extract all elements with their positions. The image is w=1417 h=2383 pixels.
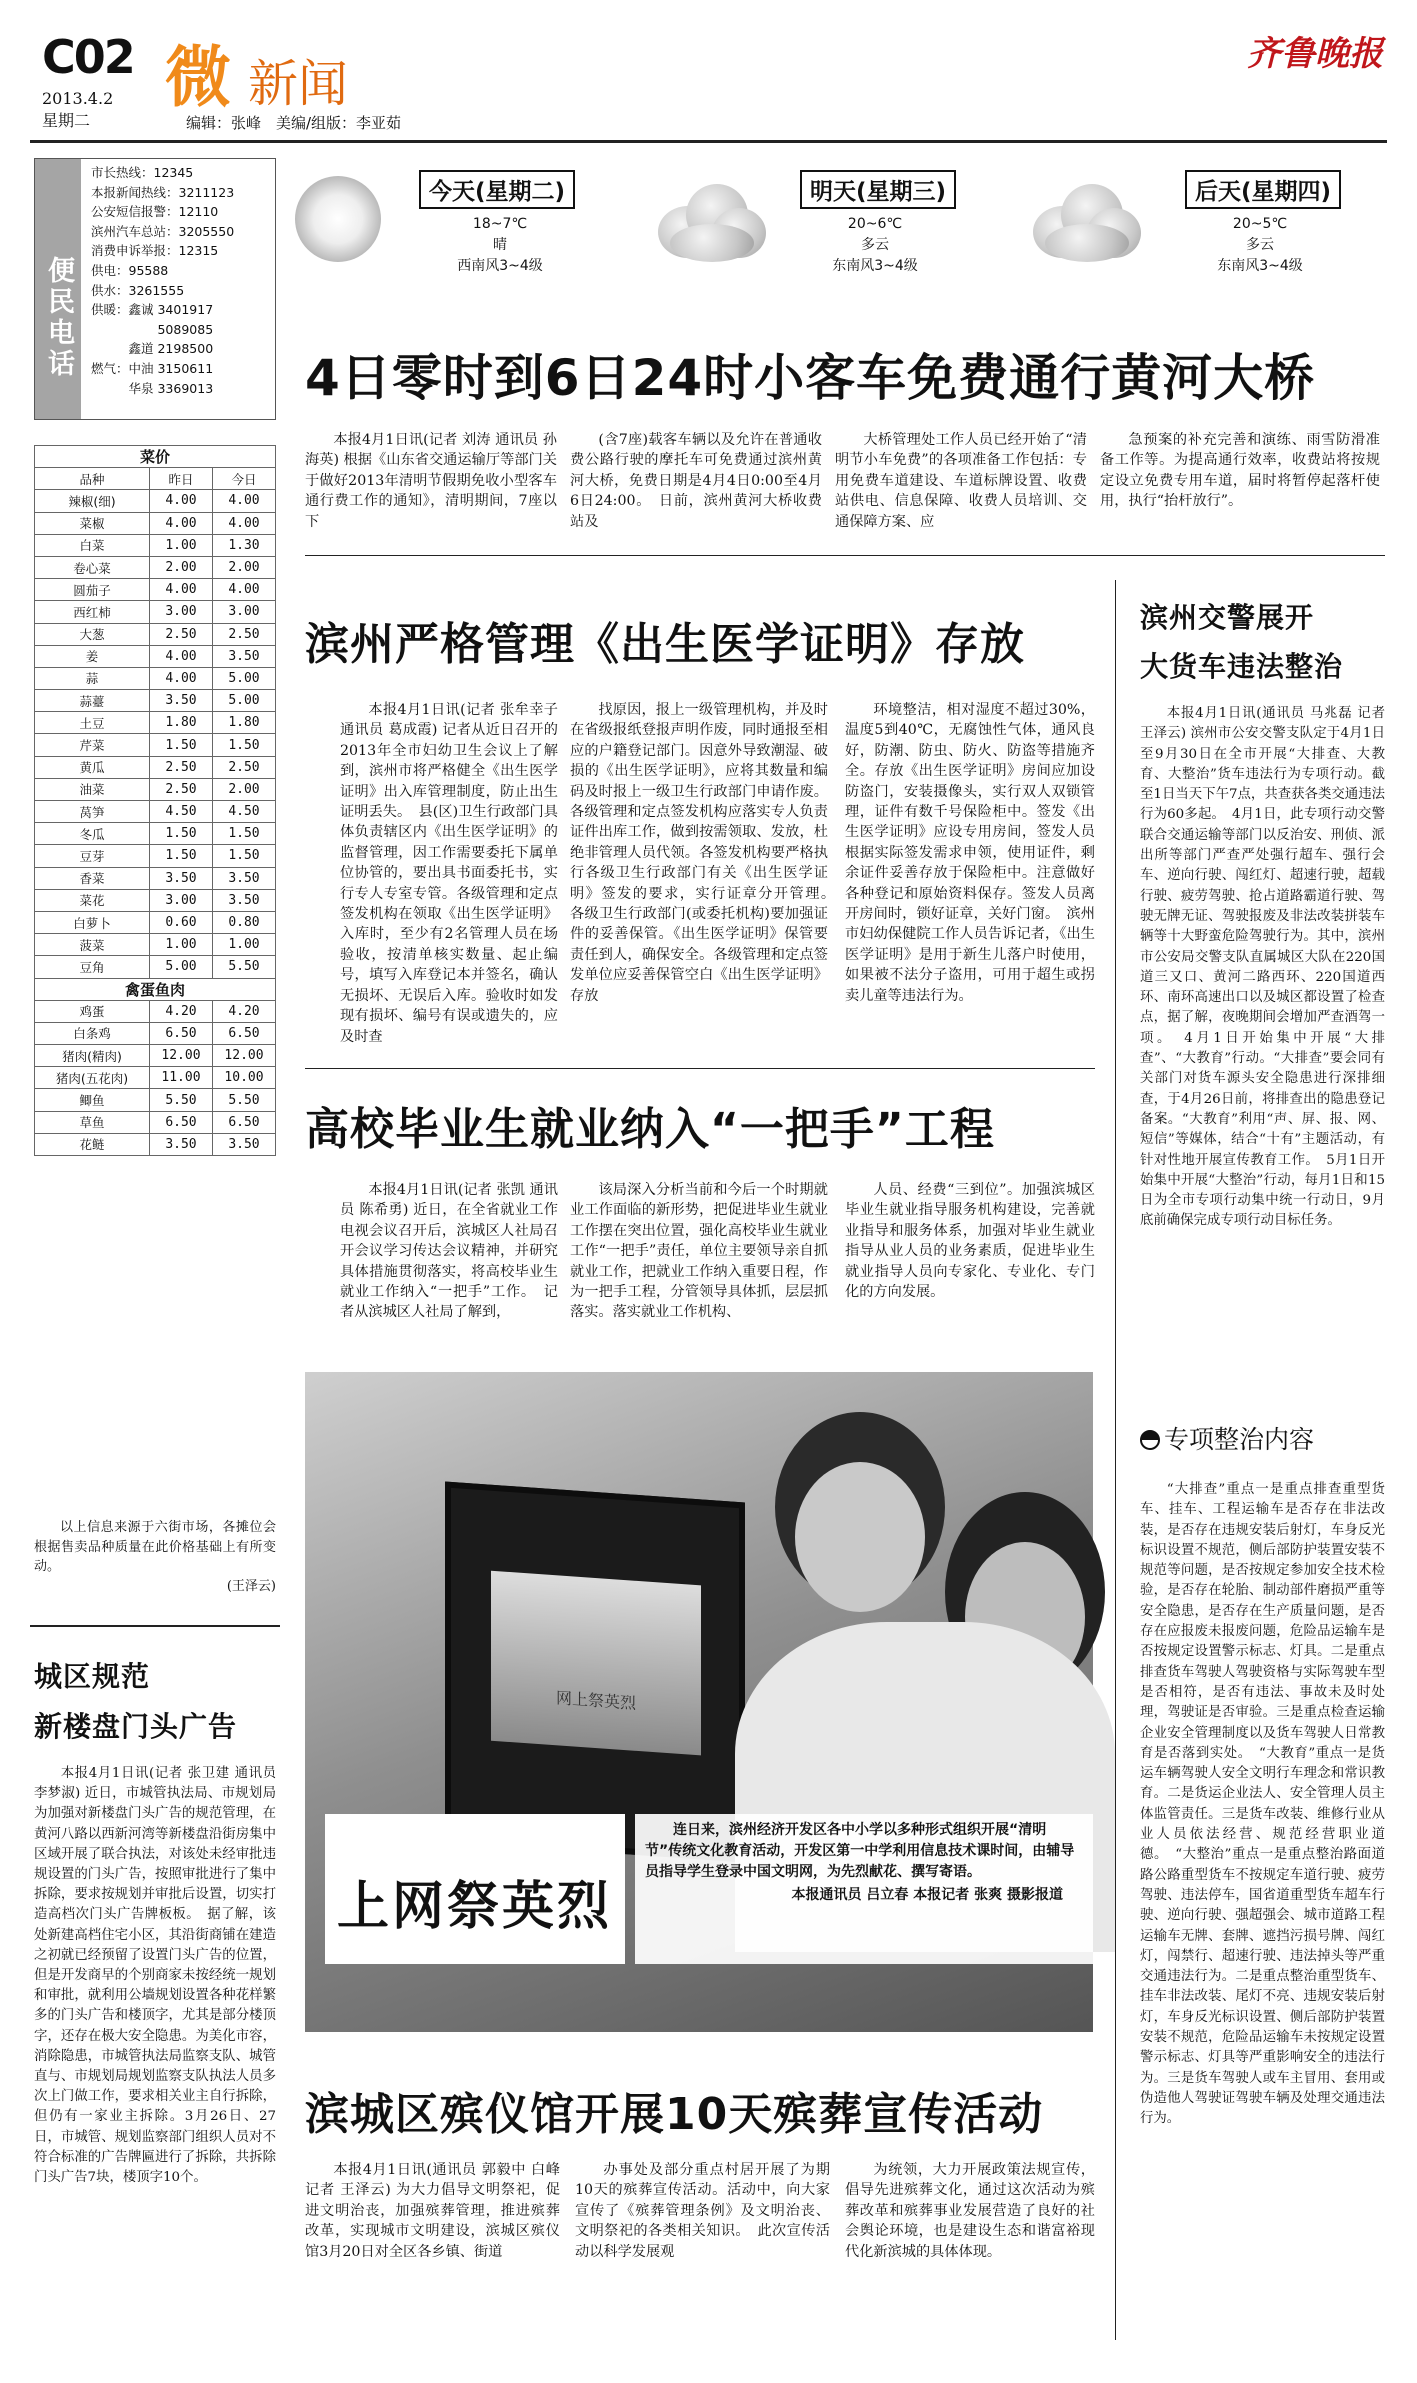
masthead-rule [30,140,1387,143]
monitor-shape [445,1482,745,1863]
price-cell: 6.50 [149,1022,212,1044]
price-cell: 2.00 [149,556,212,578]
weather-day: 后天(星期四) [1185,170,1341,209]
meat-title-row [35,978,276,1000]
left-headline-1: 城区规范 [34,1660,151,1693]
price-cell: 1.80 [149,712,212,734]
price-cell: 莴笋 [35,801,150,823]
price-row [35,756,276,778]
price-row [35,734,276,756]
price-cell: 3.50 [149,690,212,712]
sidebar-subhead-text: 专项整治内容 [1164,1425,1315,1454]
price-cell: 姜 [35,645,150,667]
price-row [35,889,276,911]
price-cell: 花鲢 [35,1133,150,1155]
price-table [34,445,276,1156]
price-cell: 1.50 [212,734,275,756]
price-title-row [35,446,276,468]
photo-credit: 本报通讯员 吕立春 本报记者 张爽 摄影报道 [791,1887,1063,1903]
price-cell: 3.50 [212,645,275,667]
headline-graduates: 高校毕业生就业纳入“一把手”工程 [305,1104,995,1155]
hotline-list [91,163,234,398]
price-cell: 菜花 [35,889,150,911]
price-cell: 2.00 [212,778,275,800]
news-photo [305,1372,1093,2032]
price-cell: 2.50 [149,623,212,645]
bullet-icon [1140,1430,1160,1450]
hotline-line: 5089085 [91,321,214,337]
price-cell: 白萝卜 [35,911,150,933]
article-funeral-col2: 办事处及部分重点村居开展了为期10天的殡葬宣传活动。活动中，向大家宣传了《殡葬管理条例》及文明治丧、文明祭祀的各类相关知识。 此次宣传活动以科学发展观 [575,2162,830,2260]
price-cell: 0.80 [212,911,275,933]
price-row [35,911,276,933]
price-row [35,690,276,712]
price-row [35,601,276,623]
section-name: 新闻 [248,55,348,113]
price-cell: 3.50 [212,889,275,911]
price-cell: 蒜 [35,667,150,689]
price-cell: 3.50 [212,1133,275,1155]
price-cell: 1.50 [212,845,275,867]
meat-row [35,1000,276,1022]
hotline-line: 燃气：中油 3150611 [91,360,214,376]
photo-title-box [325,1814,625,1964]
hotline-line: 供暖：鑫诚 3401917 [91,302,214,318]
price-header-row [35,468,276,490]
left-headline-2: 新楼盘门头广告 [34,1710,238,1743]
page-date [42,88,113,132]
hotline-line: 供电：95588 [91,262,169,278]
price-cell: 黄瓜 [35,756,150,778]
weather-today [285,158,640,278]
price-row [35,534,276,556]
date-text: 2013.4.2 [42,89,114,108]
price-cell: 禽蛋鱼肉 [35,978,276,1000]
headline-funeral: 滨城区殡仪馆开展10天殡葬宣传活动 [305,2089,1044,2140]
hotline-line: 公安短信报警：12110 [91,204,219,220]
price-cell: 10.00 [212,1067,275,1089]
price-cell: 4.50 [149,801,212,823]
price-note [34,1518,276,1614]
price-cell: 1.30 [212,534,275,556]
price-cell: 1.50 [149,734,212,756]
price-row [35,645,276,667]
price-cell: 1.50 [149,823,212,845]
price-row [35,956,276,978]
page-number: C02 [42,30,134,84]
divider [30,1625,280,1627]
sidebar-subhead [1140,1420,1314,1456]
hotline-line: 本报新闻热线：3211123 [91,184,235,200]
article-grad-col2: 该局深入分析当前和今后一个时期就业工作面临的新形势，把促进毕业生就业工作摆在突出位置，强化高校毕业生就业工作“一把手”责任，单位主要领导亲自抓就业工作，把就业工作纳入重要日程，作为一把手工程，分管领导具体抓，层层抓落实。落实就业工作机构、 [570,1182,828,1321]
meat-row [35,1089,276,1111]
price-cell: 鸡蛋 [35,1000,150,1022]
meat-row [35,1111,276,1133]
sidebar-sub-article: “大排查”重点一是重点排查重型货车、挂车、工程运输车是否存在非法改装，是否存在违规安装后射灯，车身反光标识设置不规范，侧后部防护装置安装不规范等问题，是否按规定参加安全技术检验，是否存在轮胎、制动部件磨损严重等安全隐患，是否存在生产质量问题，是否存在应报废未报废问题，危险品运输车是否按规定设置警示标志、灯具。二是重点排查货车驾驶人驾驶资格与实际驾驶车型是否相符，是否有违法、事故未及时处理，驾驶证是否审验。三是重点检查运输企业安全管理制度以及货车驾驶人日常教育是否落到实处。 “大教育”重点一是货运车辆驾驶人安全文明行车理念和常识教育。二是货运企业法人、安全管理人员主体监管责任。三是货车改装、维修行业从业人员依法经营、规范经营职业道德。 “大整治”重点一是重点整治路面道路公路重型货车不按规定车道行驶、疲劳驾驶、违法停车，国省道重型货车超车行驶、逆向行驶、强超强会、城市道路工程运输车无牌、套牌、遮挡污损号牌、闯红灯，闯禁行、超速行驶、违法掉头等严重交通违法行为。二是重点整治重型货车、挂车非法改装、尾灯不亮、违规安装后射灯，车身反光标识设置、侧后部防护装置安装不规范，危险品运输车未按规定设置警示标志、灯具等严重影响安全的违法行为。三是货车驾驶人或车主冒用、套用或伪造他人驾驶证驾驶车辆及处理交通违法行为。 [1140,1482,1385,2127]
price-cell: 3.00 [212,601,275,623]
article-birth-col1: 本报4月1日讯(记者 张牟幸子 通讯员 葛成霞) 记者从近日召开的2013年全市妇幼卫生会议上了解到，滨州市将严格健全《出生医学证明》出入库管理制度，防止出生证明丢失。 县(区)卫生行政部门具体负责辖区内《出生医学证明》的监督管理，因工作需要委托下属单位协管的，要出具书面委托书，实行专人专室专管。各级管理和定点签发机构在领取《出生医学证明》入库时，至少有2名管理人员在场验收，按清单核实数量、起止编号，填写入库登记本并签名，确认无损坏、无误后入库。验收时如发现有损坏、编号有误或遗失的，应及时查 [340,702,558,1045]
price-cell: 芹菜 [35,734,150,756]
weather-tomorrow [650,158,1005,278]
article-bridge-col2: (含7座)载客车辆以及允许在普通收费公路行驶的摩托车可免费通过滨州黄河大桥，免费日期是4月4日0:00至4月6日24:00。 日前，滨州黄河大桥收费站及 [570,432,822,530]
price-cell: 11.00 [149,1067,212,1089]
photo-caption: 连日来，滨州经济开发区各中小学以多种形式组织开展“清明节”传统文化教育活动，开发区第一中学利用信息技术课时间，由辅导员指导学生登录中国文明网，为先烈献花、撰写寄语。 [645,1822,1075,1880]
sidebar-article: 本报4月1日讯(通讯员 马兆磊 记者 王泽云) 滨州市公安交警支队定于4月1日至9月30日在全市开展“大排查、大教育、大整治”货车违法行为专项行动。截至1日当天下午7点，共查获各类交通违法行为60多起。 4月1日，此专项行动交警联合交通运输等部门以反治安、刑侦、派出所等部门严查严处强行超车、强行会车、逆向行驶、闯红灯、超速行驶，超载行驶、疲劳驾驶、抢占道路霸道行驶、驾驶无牌无证、驾驶报废及非法改装拼装车辆等十大野蛮危险驾驶行为。其中，滨州市公安局交警支队直属城区大队在220国道三又口、黄河二路西环、220国道西环、南环高速出口以及城区都设置了检查点，据了解，夜晚期间会增加严查酒驾一项。 4月1日开始集中开展“大排查”、“大教育”行动。“大排查”要会同有关部门对货车源头安全隐患进行深排细查，于4月26日前，将排查出的隐患登记备案。“大教育”利用“声、屏、报、网、短信”等媒体，结合“十有”主题活动，有针对性地开展宣传教育工作。 5月1日开始集中开展“大整治”行动，每月1日和15日为全市专项行动集中统一行动日，9月底前确保完成专项行动目标任务。 [1140,706,1385,1229]
price-cell: 昨日 [149,468,212,490]
meat-row [35,1067,276,1089]
price-cell: 3.50 [149,1133,212,1155]
price-row [35,623,276,645]
hotline-line: 滨州汽车总站：3205550 [91,223,235,239]
price-cell: 土豆 [35,712,150,734]
weather-detail [425,214,575,277]
weather-day: 明天(星期三) [800,170,956,209]
hotline-line: 市长热线：12345 [91,165,194,180]
cloud-icon [1025,178,1145,268]
price-note-author: (王泽云) [226,1578,276,1594]
weather-detail [800,214,950,277]
price-cell: 菜椒 [35,512,150,534]
price-cell: 猪肉(五花肉) [35,1067,150,1089]
photo-caption-box [635,1814,1093,1964]
price-row [35,512,276,534]
price-cell: 鲫鱼 [35,1089,150,1111]
price-cell: 油菜 [35,778,150,800]
price-cell: 白菜 [35,534,150,556]
price-cell: 草鱼 [35,1111,150,1133]
divider [305,1068,1095,1069]
price-cell: 2.50 [149,756,212,778]
meat-row [35,1133,276,1155]
price-cell: 2.50 [212,756,275,778]
weather-temp: 20~6℃ [847,216,903,232]
price-cell: 4.00 [212,579,275,601]
price-cell: 1.80 [212,712,275,734]
price-row [35,934,276,956]
divider [305,555,1385,556]
article-grad-col1: 本报4月1日讯(记者 张凯 通讯员 陈希勇) 近日，在全省就业工作电视会议召开后，滨城区人社局召开会议学习传达会议精神，并研究具体措施贯彻落实，将高校毕业生就业工作纳入“一把手”工作。 记者从滨城区人社局了解到， [340,1182,558,1321]
price-row [35,579,276,601]
price-cell: 4.20 [149,1000,212,1022]
price-row [35,867,276,889]
hotline-line: 供水：3261555 [91,282,185,298]
headline-birth-cert: 滨州严格管理《出生医学证明》存放 [305,619,1025,670]
weather-cond: 多云 [1246,237,1274,253]
price-cell: 4.00 [149,579,212,601]
price-cell: 6.50 [149,1111,212,1133]
price-cell: 辣椒(细) [35,490,150,512]
price-cell: 西红柿 [35,601,150,623]
newspaper-logo: 齐鲁晚报 [1247,34,1383,74]
price-row [35,801,276,823]
price-cell: 1.50 [149,845,212,867]
article-grad-col3: 人员、经费“三到位”。加强滨城区毕业生就业指导服务机构建设，完善就业指导和服务体系，加强对毕业生就业指导从业人员的业务素质，促进毕业生就业指导人员向专家化、专业化、专门化的方向发展。 [845,1182,1095,1301]
price-cell: 2.50 [212,623,275,645]
price-cell: 猪肉(精肉) [35,1045,150,1067]
meat-row [35,1045,276,1067]
hotline-label: 便民电话 [35,159,81,419]
price-cell: 菠菜 [35,934,150,956]
weather-day: 今天(星期二) [419,170,575,209]
price-row [35,845,276,867]
weather-wind: 西南风3~4级 [457,258,543,274]
price-row [35,823,276,845]
price-cell: 4.00 [212,512,275,534]
price-cell: 5.50 [149,1089,212,1111]
article-funeral-col3: 为统领，大力开展政策法规宣传，倡导先进殡葬文化，通过这次活动为殡葬改革和殡葬事业发展营造了良好的社会舆论环境，也是建设生态和谐富裕现代化新滨城的具体体现。 [845,2162,1095,2260]
editors-line: 编辑：张峰 美编/组版：李亚茹 [186,114,402,132]
price-cell: 大葱 [35,623,150,645]
weekday-text: 星期二 [42,111,91,130]
price-cell: 6.50 [212,1111,275,1133]
price-cell: 豆角 [35,956,150,978]
price-cell: 12.00 [212,1045,275,1067]
article-funeral-col1: 本报4月1日讯(通讯员 郭毅中 白峰 记者 王泽云) 为大力倡导文明祭祀，促进文明治丧，加强殡葬管理，推进殡葬改革，实现城市文明建设，滨城区殡仪馆3月20日对全区各乡镇、街道 [305,2162,560,2260]
sidebar-rule [1115,580,1116,2340]
price-cell: 蒜薹 [35,690,150,712]
price-cell: 1.50 [212,823,275,845]
sun-icon [295,176,381,262]
price-cell: 3.50 [212,867,275,889]
weather-temp: 18~7℃ [472,216,528,232]
price-cell: 3.50 [149,867,212,889]
article-bridge-col4: 急预案的补充完善和演练、雨雪防滑准备工作等。为提高通行效率，收费站将按规定设立免费专用车道，届时将暂停起落杆使用，执行“抬杆放行”。 [1100,432,1380,510]
sidebar-headline-2: 大货车违法整治 [1140,650,1344,683]
monitor-screen: 网上祭英烈 [491,1571,701,1756]
student-face [795,1462,925,1612]
price-row [35,556,276,578]
price-cell: 圆茄子 [35,579,150,601]
price-cell: 5.50 [212,1089,275,1111]
price-cell: 4.00 [149,667,212,689]
price-cell: 4.00 [149,490,212,512]
weather-cond: 多云 [861,237,889,253]
weather-after-tomorrow [1025,158,1385,278]
weather-wind: 东南风3~4级 [1217,258,1303,274]
price-cell: 2.00 [212,556,275,578]
price-cell: 5.00 [212,667,275,689]
article-bridge-col1: 本报4月1日讯(记者 刘涛 通讯员 孙海英) 根据《山东省交通运输厅等部门关于做好2013年清明节假期免收小型客车通行费工作的通知》，清明期间，7座以下 [305,432,557,530]
price-cell: 5.50 [212,956,275,978]
sidebar-headline-1: 滨州交警展开 [1140,601,1315,634]
hotline-line: 鑫道 2198500 [91,341,214,357]
left-article: 本报4月1日讯(记者 张卫建 通讯员 李梦淑) 近日，市城管执法局、市规划局为加强对新楼盘门头广告的规范管理，在黄河八路以西新河湾等新楼盘沿街房集中区域开展了联合执法，对该处未经审批违规设置的门头广告，按照审批进行了集中拆除，要求按规划并审批后设置，切实打造高档次门头广告牌板板。 据了解，该处新建高档住宅小区，其沿街商铺在建造之初就已经预留了设置门头广告的位置，但是开发商早的个别商家未按经统一规划和审批，就利用公墙规划设置各种花样繁多的门头广告和楼顶字，尤其是部分楼顶字，还存在极大安全隐患。为美化市容，消除隐患，市城管执法局监察支队、城管直与、市规划局规划监察支队执法人员多次上门做工作，要求相关业主自行拆除，但仍有一家业主拆除。3月26日、27日，市城管、规划监察部门组织人员对不符合标准的广告牌匾进行了拆除，共拆除门头广告7块，楼顶字10个。 [34,1766,276,2186]
price-cell: 5.00 [212,690,275,712]
cloud-icon [650,178,770,268]
price-cell: 菜价 [35,446,276,468]
weather-temp: 20~5℃ [1232,216,1288,232]
article-birth-col3: 环境整洁，相对湿度不超过30%，温度5到40℃，无腐蚀性气体，通风良好，防潮、防虫、防火、防盗等措施齐全。存放《出生医学证明》房间应加设防盗门，安装摄像头，实行双人双锁管理，证件有数千号保险柜中。签发《出生医学证明》应设专用房间，签发人员根据实际签发需求申领，使用证件，剩余证件妥善存放于保险柜中。注意做好各种登记和原始资料保存。签发人员离开房间时，锁好证章，关好门窗。 滨州市妇幼保健院工作人员告诉记者，《出生医学证明》是用于新生儿落户时使用，如果被不法分子盗用，可用于超生或拐卖儿童等违法行为。 [845,702,1095,1004]
hotline-box [34,158,276,420]
meat-row [35,1022,276,1044]
price-cell: 香菜 [35,867,150,889]
price-cell: 12.00 [149,1045,212,1067]
price-cell: 1.00 [149,534,212,556]
photo-title: 上网祭英烈 [337,1877,613,1937]
price-cell: 4.00 [149,512,212,534]
price-row [35,712,276,734]
price-cell: 1.00 [212,934,275,956]
price-cell: 卷心菜 [35,556,150,578]
price-cell: 3.00 [149,889,212,911]
price-cell: 今日 [212,468,275,490]
price-row [35,490,276,512]
price-cell: 品种 [35,468,150,490]
price-cell: 4.50 [212,801,275,823]
price-cell: 1.00 [149,934,212,956]
price-cell: 4.20 [212,1000,275,1022]
weather-detail [1185,214,1335,277]
hotline-line: 消费申诉举报：12315 [91,243,219,259]
price-cell: 2.50 [149,778,212,800]
price-row [35,778,276,800]
price-cell: 豆芽 [35,845,150,867]
price-cell: 5.00 [149,956,212,978]
price-cell: 4.00 [212,490,275,512]
headline-bridge: 4日零时到6日24时小客车免费通行黄河大桥 [305,349,1316,407]
article-birth-col2: 找原因，报上一级管理机构，并及时在省级报纸登报声明作废，同时通报至相应的户籍登记部门。因意外导致潮湿、破损的《出生医学证明》，应将其数量和编码及时报上一级卫生行政部门申请作废。各级管理和定点签发机构应落实专人负责证件出库工作，做到按需领取、发放，杜绝非管理人员代领。各签发机构要严格执行各级卫生行政部门有关《出生医学证明》签发的要求，实行证章分开管理。 各级卫生行政部门(或委托机构)要加强证件的妥善保管。《出生医学证明》保管要责任到人，确保安全。各级管理和定点签发单位应妥善保管空白《出生医学证明》存放 [570,702,843,1004]
price-cell: 0.60 [149,911,212,933]
section-accent: 微 [165,39,231,116]
price-note-text: 以上信息来源于六街市场，各摊位会根据售卖品种质量在此价格基础上有所变动。 [34,1520,276,1574]
price-cell: 6.50 [212,1022,275,1044]
weather-cond: 晴 [493,237,507,253]
price-cell: 白条鸡 [35,1022,150,1044]
article-bridge-col3: 大桥管理处工作人员已经开始了“清明节小车免费”的各项准备工作包括：专用免费车道建设、车道标牌设置、收费站供电、信息保障、收费人员培训、交通保障方案、应 [835,432,1087,530]
weather-wind: 东南风3~4级 [832,258,918,274]
price-cell: 4.00 [149,645,212,667]
price-row [35,667,276,689]
hotline-line: 华泉 3369013 [91,380,214,396]
price-cell: 3.00 [149,601,212,623]
price-cell: 冬瓜 [35,823,150,845]
